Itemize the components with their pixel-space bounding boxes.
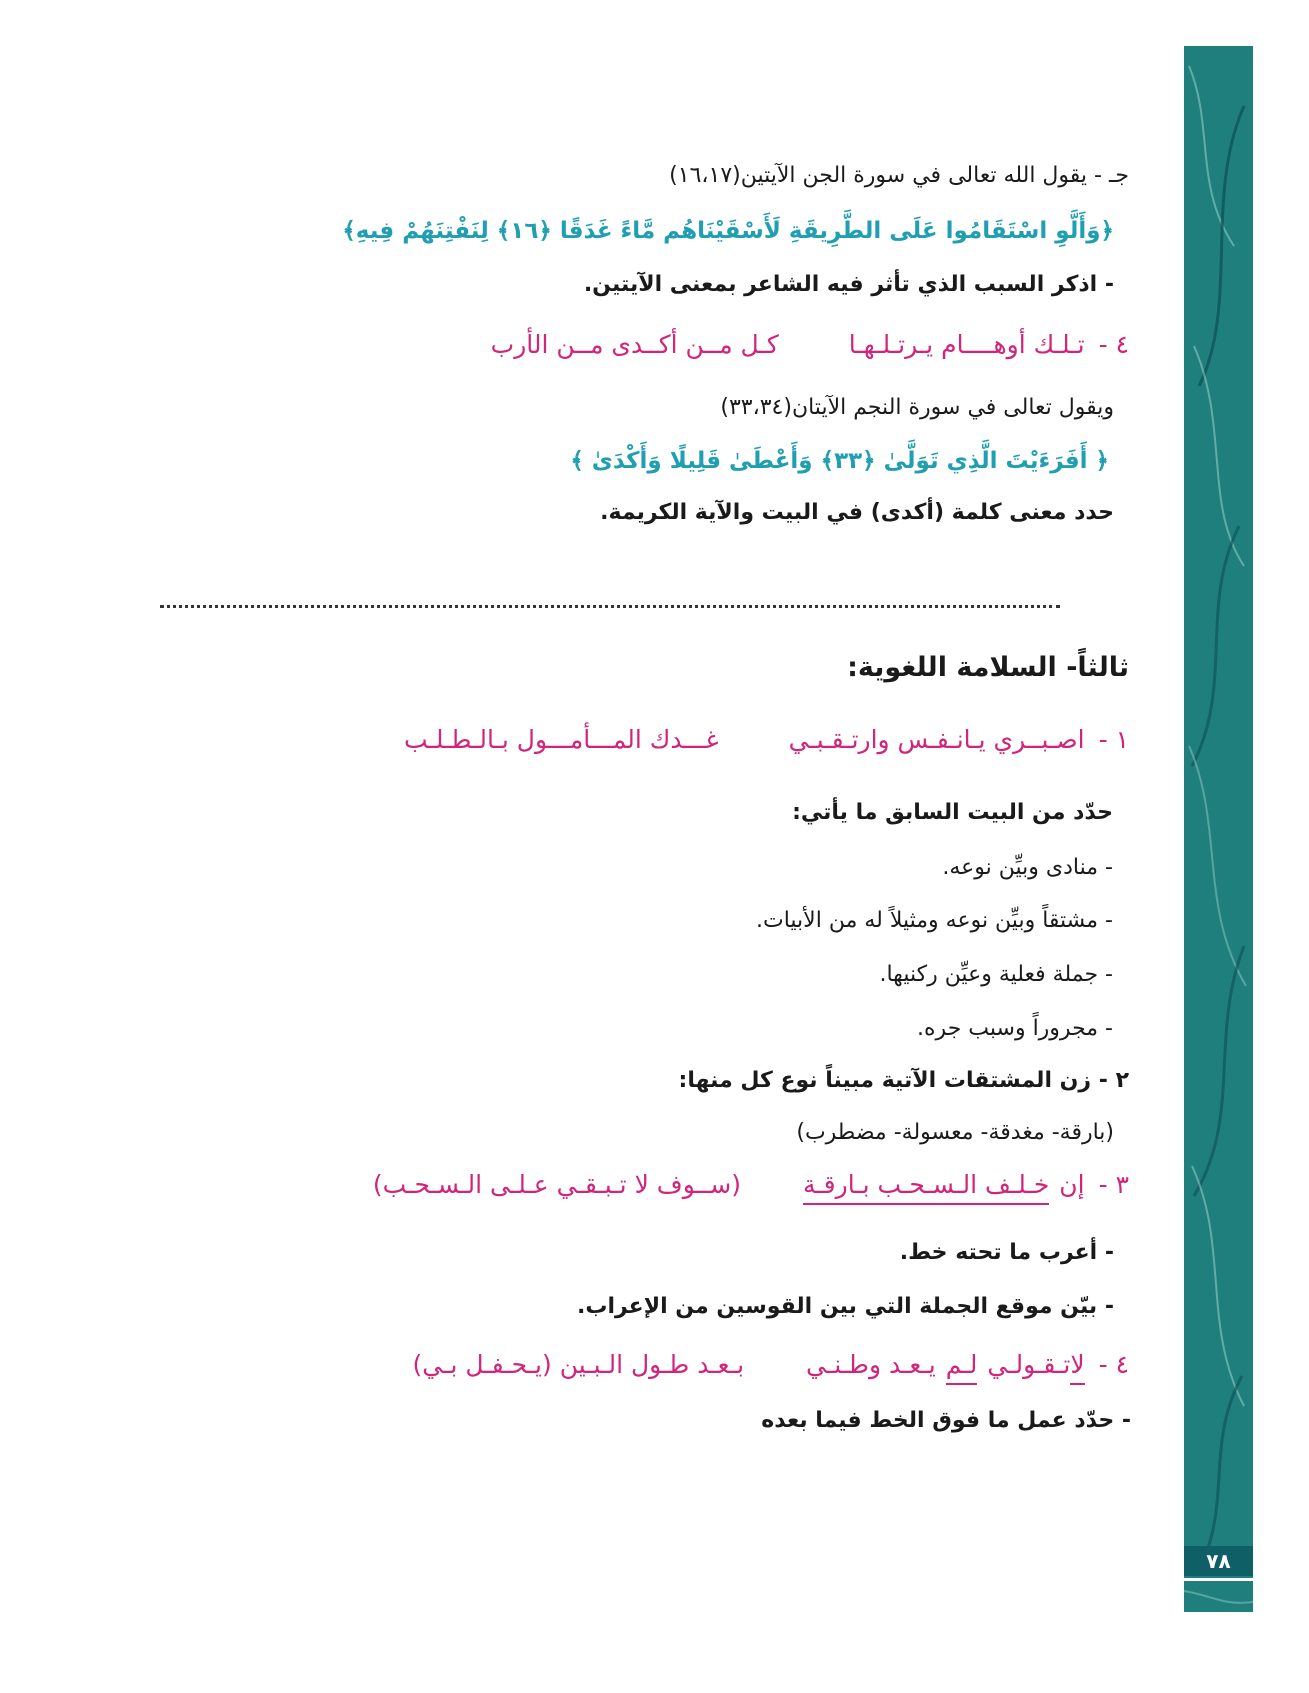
verse-second-half: (ســوف لا تـبـقـي عـلـى الـسـحـب) — [372, 1170, 741, 1199]
page-number-divider — [1184, 1578, 1253, 1581]
verse-first-half: تـلـك أوهــــام يـرتـلـهـا — [848, 330, 1085, 359]
s2-text: - زن المشتقات الآتية مبيناً نوع كل منها: — [678, 1068, 1108, 1093]
verse-word: يـعـد وطـنـي — [806, 1350, 936, 1379]
s3-item-1: - أعرب ما تحته خط. — [899, 1240, 1114, 1265]
page-number: ٧٨ — [1184, 1546, 1253, 1576]
poem-verse-4 — [491, 330, 1129, 359]
verse-first-half: اصـبــري يـانـفـس وارتـقـبـي — [788, 725, 1085, 754]
s1-item-4: - مجروراً وسبب جره. — [917, 1016, 1113, 1041]
verse-second-half: بـعـد طـول الـبـين (يـحـفـل بـي) — [412, 1350, 745, 1379]
question-poet-cause: - اذكر السبب الذي تأثر فيه الشاعر بمعنى الآيتين. — [583, 272, 1114, 297]
s1-item-3: - جملة فعلية وعيِّن ركنيها. — [879, 962, 1113, 987]
section-heading-linguistic: ثالثاً- السلامة اللغوية: — [847, 652, 1129, 683]
verse-second-half: غـــدك المـــأمـــول بـالـطـلـب — [404, 725, 719, 754]
strip-pattern — [1184, 46, 1253, 1612]
poem-verse-s1 — [404, 725, 1129, 754]
verse-number: ٤ - — [1098, 1350, 1129, 1379]
verse-word: تـقـولـي — [987, 1350, 1071, 1379]
s3-item-2: - بيّن موقع الجملة التي بين القوسين من الإعراب. — [576, 1294, 1114, 1319]
verse-underlined-lam: لـم — [946, 1350, 978, 1385]
poem-verse-s3 — [373, 1170, 1129, 1205]
verse-number: ٤ - — [1098, 330, 1129, 359]
poem-verse-s4 — [413, 1350, 1129, 1385]
verse-second-half: كـل مــن أكــدى مــن الأرب — [490, 330, 779, 359]
s1-question: حدّد من البيت السابق ما يأتي: — [792, 800, 1113, 825]
s2-question — [679, 1068, 1129, 1093]
question-akda-meaning: حدد معنى كلمة (أكدى) في البيت والآية الكريمة. — [600, 500, 1114, 525]
dotted-separator — [160, 605, 1060, 612]
verse-lead-word: إن — [1059, 1170, 1085, 1199]
s4-question: - حدّد عمل ما فوق الخط فيما بعده — [761, 1408, 1131, 1433]
s2-words: (بارقة- مغدقة- معسولة- مضطرب) — [796, 1120, 1114, 1145]
verse-underlined-part: خـلـف الـسـحـب بـارقـة — [803, 1170, 1049, 1205]
verse-number: ٣ - — [1098, 1170, 1129, 1199]
s1-item-2: - مشتقاً وبيِّن نوعه ومثيلاً له من الأبيات. — [756, 908, 1113, 933]
quran-verse-najm: ﴿ أَفَرَءَيْتَ الَّذِي تَوَلَّىٰ ﴿٣٣﴾ وَأَعْطَىٰ قَلِيلًا وَأَكْدَىٰ ﴾ — [570, 448, 1109, 474]
verse-number: ١ - — [1098, 725, 1129, 754]
surah-jinn-intro: جـ - يقول الله تعالى في سورة الجن الآيتين(١٦،١٧) — [669, 163, 1129, 188]
verse-underlined-la: لا — [1070, 1350, 1084, 1385]
s2-number: ٢ — [1115, 1068, 1129, 1093]
decorative-side-strip — [1184, 46, 1253, 1612]
s1-item-1: - منادى وبيِّن نوعه. — [942, 855, 1113, 880]
surah-najm-intro: ويقول تعالى في سورة النجم الآيتان(٣٣،٣٤) — [720, 395, 1114, 420]
quran-verse-jinn: ﴿وَأَلَّوِ اسْتَقَامُوا عَلَى الطَّرِيقَةِ لَأَسْقَيْنَاهُم مَّاءً غَدَقًا ﴿١٦﴾ لِنَفْتِنَهُمْ فِيهِ﴾ — [342, 218, 1114, 244]
